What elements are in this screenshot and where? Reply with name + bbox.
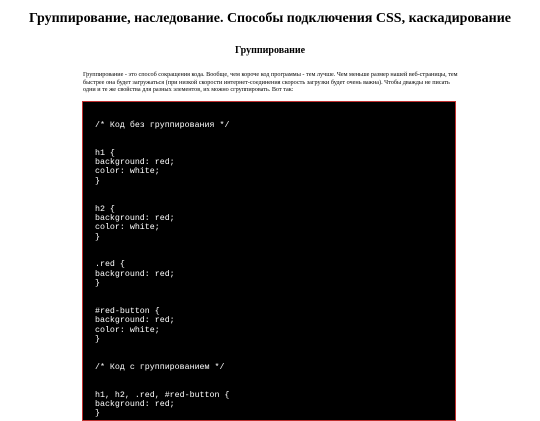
intro-paragraph: Группирование - это способ сокращения кода. Вообще, чем короче код программы - тем лучше. Чем меньше размер нашей веб-страницы, тем быстрее она будет загружаться (при низкой скорости интернет-соединения скорость загрузки будет очень важна). Чтобы дважды не писать одни и те же свойства для разных элементов, их можно сгруппировать. Вот так: [83, 71, 458, 94]
code-listing: /* Код без группирования */ h1 { background: red; color: white; } h2 { background: red; color: white; } .red { background: red; } #red-button { background: red; color: white; } /* Код с группированием */ h1, h2, .red, #red-button { background: red; } [95, 121, 230, 419]
page-title: Группирование, наследование. Способы подключения CSS, каскадирование [28, 11, 512, 26]
code-block [82, 101, 456, 421]
section-heading: Группирование [234, 45, 306, 56]
